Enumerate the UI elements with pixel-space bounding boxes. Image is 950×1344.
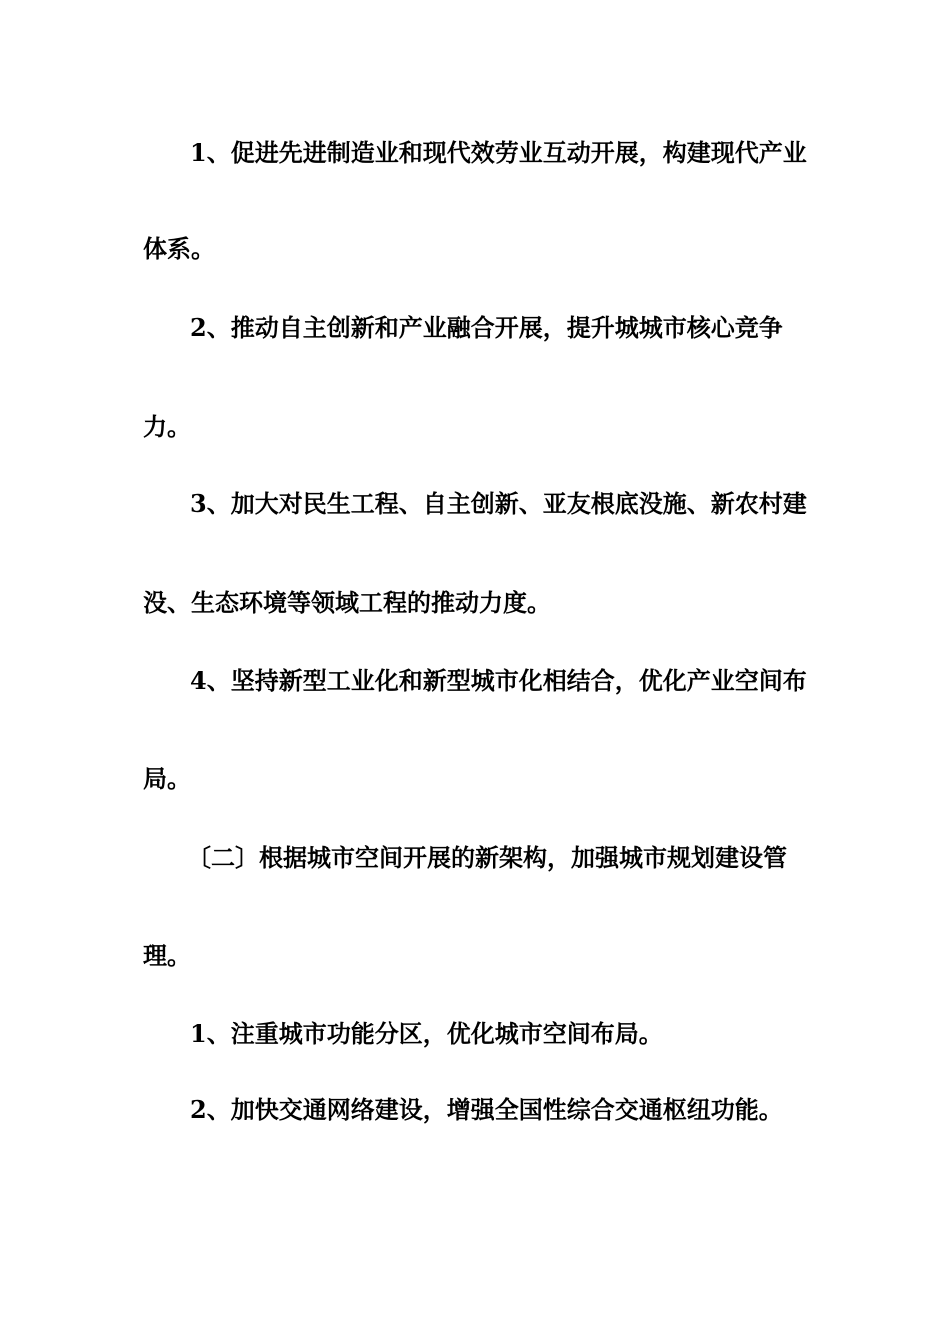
- section-2-heading-line-1: 〔二〕根据城市空间开展的新架构，加强城市规划建设管: [187, 843, 787, 872]
- item-1-line-1: 1、促进先进制造业和现代效劳业互动开展，构建现代产业: [190, 138, 807, 167]
- item-2-line-1: 2、推动自主创新和产业融合开展，提升城城市核心竞争: [190, 313, 783, 342]
- item-3-line-1: 3、加大对民生工程、自主创新、亚友根底没施、新农村建: [190, 489, 807, 518]
- section-2-heading-line-2: 理。: [143, 941, 191, 970]
- item-4-line-2: 局。: [143, 764, 191, 793]
- item-2-line-2: 力。: [143, 412, 191, 441]
- item-3-line-2: 没、生态环境等领域工程的推动力度。: [143, 588, 551, 617]
- section-2-item-2: 2、加快交通网络建设，增强全国性综合交通枢纽功能。: [190, 1095, 783, 1124]
- item-4-line-1: 4、坚持新型工业化和新型城市化相结合，优化产业空间布: [190, 666, 807, 695]
- item-1-line-2: 体系。: [143, 234, 215, 263]
- section-2-item-1: 1、注重城市功能分区，优化城市空间布局。: [190, 1019, 663, 1048]
